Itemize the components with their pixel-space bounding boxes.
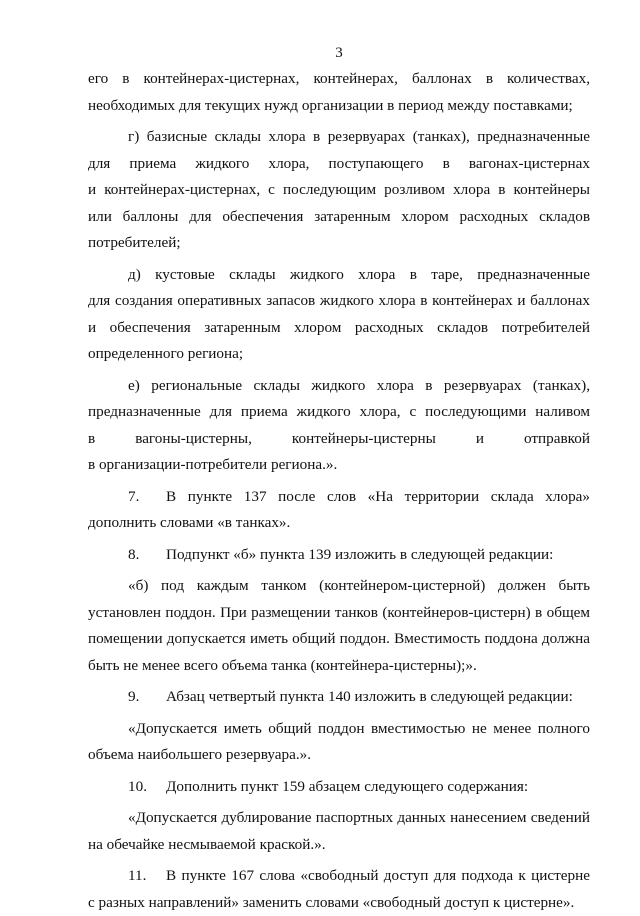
paragraph <box>88 124 590 257</box>
item-number: 7. <box>128 484 166 511</box>
text-line: предназначенные для приема жидкого хлора, с последующими наливом <box>88 399 590 426</box>
paragraph <box>88 573 590 679</box>
text-line: объема наибольшего резервуара.». <box>88 742 590 769</box>
text-line: помещении допускается иметь общий поддон. Вместимость поддона должна <box>88 626 590 653</box>
page-number: 3 <box>88 44 590 62</box>
paragraph <box>88 484 590 537</box>
text-line: быть не менее всего объема танка (контейнера-цистерны);». <box>88 653 590 680</box>
text-line: «Допускается дублирование паспортных данных нанесением сведений <box>88 805 590 832</box>
text-line: для приема жидкого хлора, поступающего в вагонах-цистернах <box>88 151 590 178</box>
paragraph <box>88 774 590 801</box>
text-line: «б) под каждым танком (контейнером-цистерной) должен быть <box>88 573 590 600</box>
text-line: его в контейнерах-цистернах, контейнерах, баллонах в количествах, <box>88 66 590 93</box>
paragraph <box>88 542 590 569</box>
item-number: 8. <box>128 542 166 569</box>
text-line: и контейнерах-цистернах, с последующим розливом хлора в контейнеры <box>88 177 590 204</box>
text-line: и обеспечения затаренным хлором расходных складов потребителей <box>88 315 590 342</box>
text-line: или баллоны для обеспечения затаренным хлором расходных складов <box>88 204 590 231</box>
text-line: г) базисные склады хлора в резервуарах (танках), предназначенные <box>88 124 590 151</box>
paragraph <box>88 684 590 711</box>
text-line: с разных направлений» заменить словами «свободный доступ к цистерне». <box>88 890 590 916</box>
paragraph <box>88 716 590 769</box>
text-line: на обечайке несмываемой краской.». <box>88 832 590 859</box>
text-line: 7. В пункте 137 после слов «На территории склада хлора» <box>88 484 590 511</box>
paragraph <box>88 805 590 858</box>
text-line: дополнить словами «в танках». <box>88 510 590 537</box>
text-line: 11. В пункте 167 слова «свободный доступ для подхода к цистерне <box>88 863 590 890</box>
text-line: «Допускается иметь общий поддон вместимостью не менее полного <box>88 716 590 743</box>
document-body <box>88 66 590 916</box>
paragraph <box>88 262 590 368</box>
text-line: определенного региона; <box>88 341 590 368</box>
text-line: е) региональные склады жидкого хлора в резервуарах (танках), <box>88 373 590 400</box>
text-line: необходимых для текущих нужд организации в период между поставками; <box>88 93 590 120</box>
text-line: в организации-потребители региона.». <box>88 452 590 479</box>
paragraph <box>88 863 590 916</box>
item-number: 10. <box>128 774 166 801</box>
text-line: 9. Абзац четвертый пункта 140 изложить в следующей редакции: <box>88 684 590 711</box>
paragraph <box>88 66 590 119</box>
text-line: д) кустовые склады жидкого хлора в таре, предназначенные <box>88 262 590 289</box>
text-line: в вагоны-цистерны, контейнеры-цистерны и отправкой <box>88 426 590 453</box>
item-number: 9. <box>128 684 166 711</box>
text-line: 10. Дополнить пункт 159 абзацем следующего содержания: <box>88 774 590 801</box>
text-line: 8. Подпункт «б» пункта 139 изложить в следующей редакции: <box>88 542 590 569</box>
text-line: для создания оперативных запасов жидкого хлора в контейнерах и баллонах <box>88 288 590 315</box>
item-number: 11. <box>128 863 166 890</box>
paragraph <box>88 373 590 479</box>
text-line: установлен поддон. При размещении танков (контейнеров-цистерн) в общем <box>88 600 590 627</box>
text-line: потребителей; <box>88 230 590 257</box>
